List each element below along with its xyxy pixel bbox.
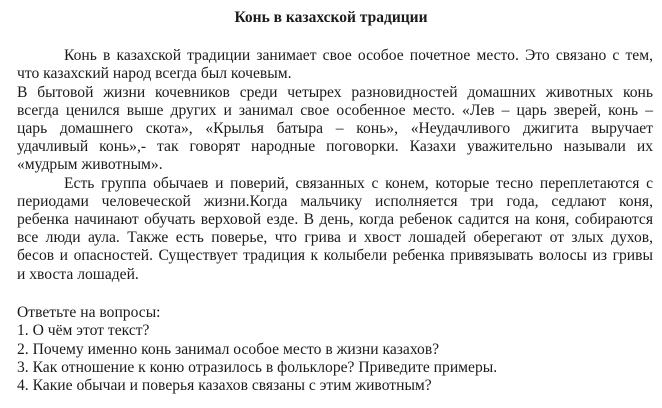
question-item: 3. Как отношение к коню отразилось в фольклоре? Приведите примеры. (17, 359, 498, 376)
text-line: Есть группа обычаев и поверий, связанных с конем, которые тесно переплетаются с (64, 175, 653, 192)
questions-heading: Ответьте на вопросы: (17, 304, 161, 321)
text-line: всегда ценился выше других и занимал свое особенное место. «Лев – царь зверей, конь – (17, 102, 653, 119)
text-line: удачливый конь»,- так говорят народные поговорки. Казахи уважительно называли их (17, 138, 653, 155)
text-line: все люди аула. Также есть поверье, что грива и хвост лошадей оберегают от злых духов, (17, 229, 653, 246)
text-line: ребенка начинают обучать верховой езде. В день, когда ребенок садится на коня, собираются (17, 211, 653, 228)
text-line: что казахский народ всегда был кочевым. (17, 65, 292, 82)
question-item: 2. Почему именно конь занимал особое место в жизни казахов? (17, 341, 440, 358)
text-line: «мудрым животным». (17, 156, 163, 173)
document-title: Конь в казахской традиции (234, 9, 428, 26)
text-line: В бытовой жизни кочевников среди четырех разновидностей домашних животных конь (17, 84, 653, 101)
text-line: периодами человеческой жизни.Когда мальчику исполняется три года, седлают коня, (17, 193, 653, 210)
question-item: 1. О чём этот текст? (17, 322, 150, 339)
text-line: и хвоста лошадей. (17, 266, 139, 283)
question-item: 4. Какие обычаи и поверья казахов связаны с этим животным? (17, 377, 432, 394)
text-line: Конь в казахской традиции занимает свое особое почетное место. Это связано с тем, (64, 47, 653, 64)
text-line: царь домашнего скота», «Крылья батыра – конь», «Неудачливого джигита выручает (17, 120, 653, 137)
text-line: бесов и опасностей. Существует традиция к колыбели ребенка привязывать волосы из гривы (17, 247, 653, 264)
